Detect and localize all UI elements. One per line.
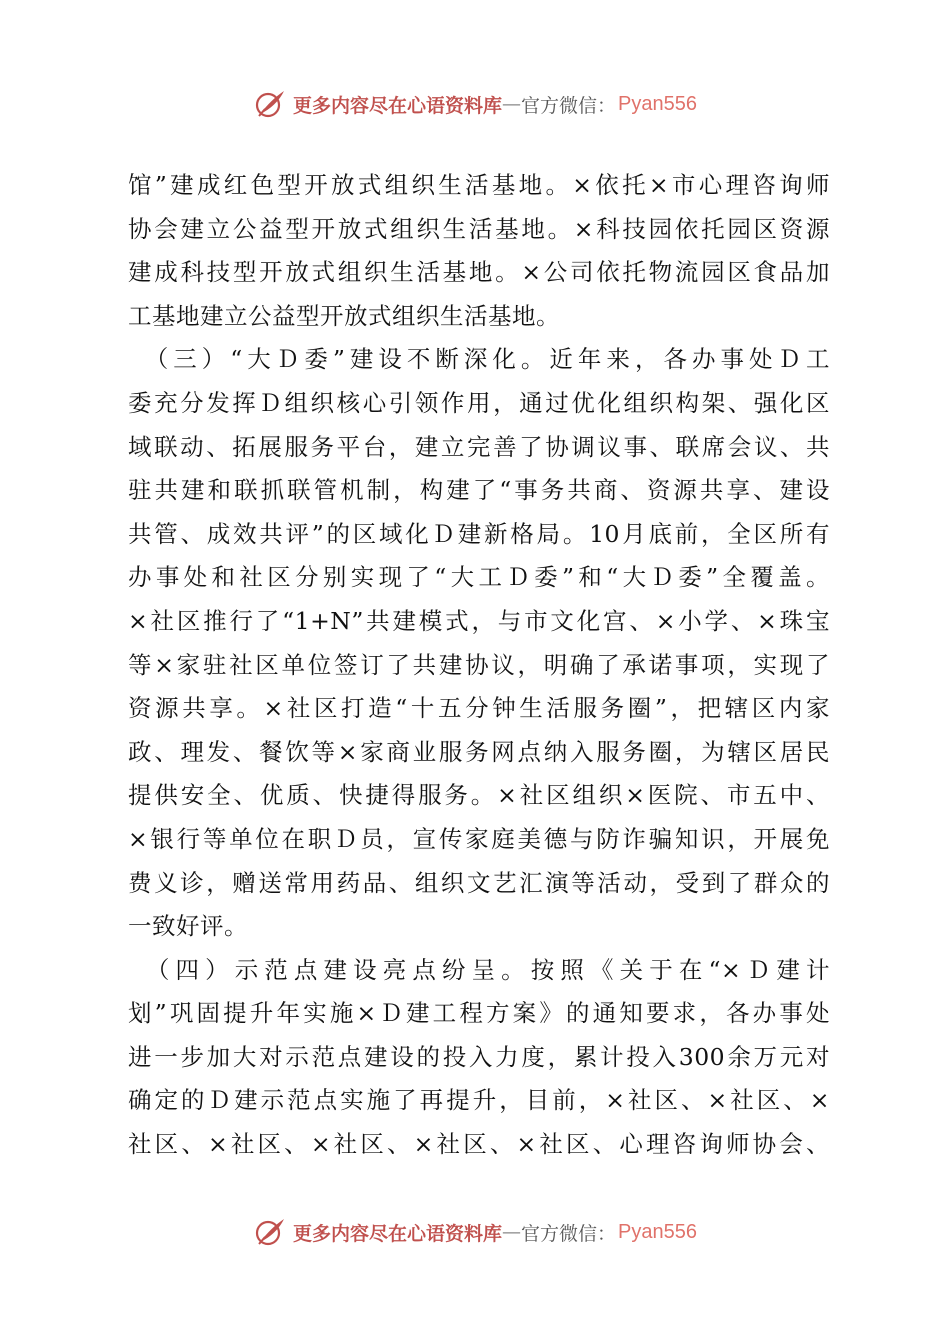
text-line: 驻共建和联抓联管机制，构建了“事务共商、资源共享、建设 xyxy=(128,476,830,505)
text-line: 共管、成效共评”的区域化Ｄ建新格局。10月底前，全区所有 xyxy=(128,519,830,548)
text-line: 一致好评。 xyxy=(128,912,248,941)
text-line: 办事处和社区分别实现了“大工Ｄ委”和“大Ｄ委”全覆盖。 xyxy=(128,563,830,592)
text-line: 社区、×社区、×社区、×社区、×社区、心理咨询师协会、 xyxy=(128,1130,830,1159)
text-line: （四）示范点建设亮点纷呈。按照《关于在“×Ｄ建计 xyxy=(128,955,830,984)
text-line: 域联动、拓展服务平台，建立完善了协调议事、联席会议、共 xyxy=(128,432,830,461)
text-line: 政、理发、餐饮等×家商业服务网点纳入服务圈，为辖区居民 xyxy=(128,737,830,766)
document-body xyxy=(128,164,830,1167)
text-line: 协会建立公益型开放式组织生活基地。×科技园依托园区资源 xyxy=(128,214,830,243)
watermark-separator: — xyxy=(502,93,522,115)
text-line: 资源共享。×社区打造“十五分钟生活服务圈”，把辖区内家 xyxy=(128,694,830,723)
watermark-header xyxy=(0,84,950,124)
text-line: 工基地建立公益型开放式组织生活基地。 xyxy=(128,301,560,330)
quill-logo-icon xyxy=(253,87,287,121)
watermark-brand: 更多内容尽在心语资料库 xyxy=(293,94,503,117)
watermark-brand: 更多内容尽在心语资料库 xyxy=(293,1222,503,1245)
text-line: 提供安全、优质、快捷得服务。×社区组织×医院、市五中、 xyxy=(128,781,830,810)
text-line: 划”巩固提升年实施×Ｄ建工程方案》的通知要求，各办事处 xyxy=(128,999,830,1028)
watermark-footer xyxy=(0,1212,950,1252)
text-line: 进一步加大对示范点建设的投入力度，累计投入300余万元对 xyxy=(128,1042,830,1071)
watermark-separator: — xyxy=(502,1221,522,1243)
text-line: 馆”建成红色型开放式组织生活基地。×依托×市心理咨询师 xyxy=(128,171,830,199)
text-line: 建成科技型开放式组织生活基地。×公司依托物流园区食品加 xyxy=(128,258,830,287)
text-line: 确定的Ｄ建示范点实施了再提升，目前，×社区、×社区、× xyxy=(128,1086,830,1115)
watermark-contact-id: Pyan556 xyxy=(618,1220,697,1243)
text-line: ×社区推行了“1+N”共建模式，与市文化宫、×小学、×珠宝 xyxy=(128,606,830,635)
text-line: 委充分发挥Ｄ组织核心引领作用，通过优化组织构架、强化区 xyxy=(128,388,830,417)
watermark-contact-label: 官方微信： xyxy=(521,1222,617,1245)
text-line: （三）“大Ｄ委”建设不断深化。近年来，各办事处Ｄ工 xyxy=(128,345,830,374)
text-line: 等×家驻社区单位签订了共建协议，明确了承诺事项，实现了 xyxy=(128,650,830,679)
text-line: ×银行等单位在职Ｄ员，宣传家庭美德与防诈骗知识，开展免 xyxy=(128,824,830,853)
quill-logo-icon xyxy=(253,1215,287,1249)
watermark-contact-label: 官方微信： xyxy=(521,94,617,117)
watermark-contact-id: Pyan556 xyxy=(618,92,697,115)
text-line: 费义诊，赠送常用药品、组织文艺汇演等活动，受到了群众的 xyxy=(128,868,830,897)
